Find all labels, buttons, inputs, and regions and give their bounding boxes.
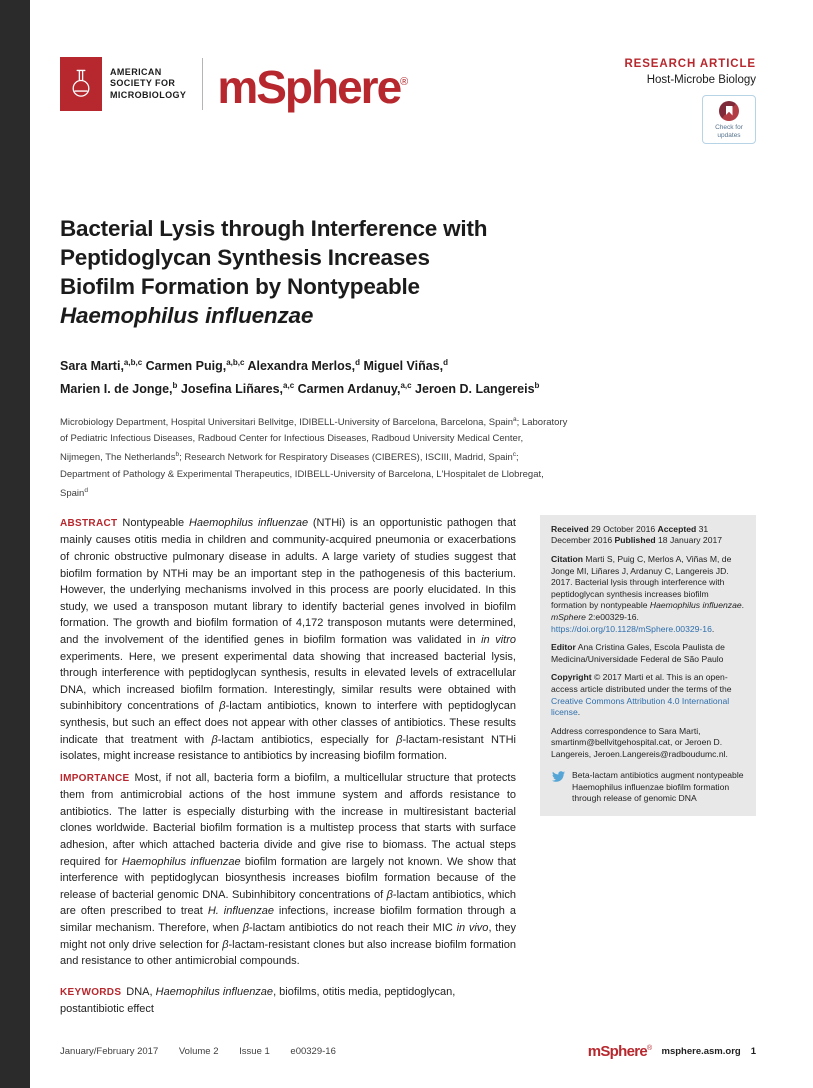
footer-site-link[interactable]: msphere.asm.org: [661, 1046, 741, 1057]
abstract-paragraph: [60, 515, 516, 765]
abstract-label: ABSTRACT: [60, 517, 118, 529]
article-history: Received 29 October 2016 Accepted 31 December 2016 Published 18 January 2017: [551, 523, 723, 546]
article-title: Bacterial Lysis through Interference with Peptidoglycan Synthesis Increases Biofilm Formation by Nontypeable Haemophilus influenzae: [60, 216, 488, 328]
abstract-text: Nontypeable Haemophilus influenzae (NTHi) is an opportunistic pathogen that mainly causes otitis media in children and community-acquired pneumonia or exacerbations of chronic obstructive pulmonary disease in adults. A large variety of studies suggest that biofilm formation by NTHi may be an important step in the pathogenesis of this bacterium. However, the underlying mechanisms involved in this process are poorly elucidated. In this study, we used a transposon mutant library to identify bacterial genes involved in biofilm formation. The growth and biofilm formation of 4,172 transposon mutants were determined, and the involvement of the identified genes in biofilm formation was validated in in vitro experiments. Here, we present experimental data showing that increased bacterial lysis, through interference with peptidoglycan synthesis, results in elevated levels of extracellular DNA, which increased biofilm formation. Interestingly, similar results were obtained with subinhibitory concentrations of β-lactam antibiotics, known to interfere with peptidoglycan synthesis, but such an effect does not appear with other classes of antibiotics. These results indicate that treatment with β-lactam antibiotics, especially for β-lactam-resistant NTHi isolates, might increase resistance to antibiotics by increasing biofilm formation.: [60, 516, 516, 763]
author-list: Sara Marti,$^{a,b,c}$ Carmen Puig,$^{a,b,c}$ Alexandra Merlos,$^d$ Miguel Viñas,$^d$ Marien I. de Jonge,$^b$ Josefina Liñares,$^{a,c}$ Carmen Ardanuy,$^{a,c}$ Jeroen D. Langereis$^b$: [60, 358, 540, 397]
keywords-text: DNA, Haemophilus influenzae, biofilms, otitis media, peptidoglycan, postantibiotic effect: [60, 985, 456, 1016]
brand-row: [60, 57, 408, 111]
importance-paragraph: [60, 770, 516, 970]
importance-text: Most, if not all, bacteria form a biofilm, a multicellular structure that protects them from antimicrobial actions of the host immune system and affords resistance to antibiotics. The latter is especially disturbing with the increase in multiresistant bacterial clones worldwide. Bacterial biofilm formation is a multistep process that starts with surface adhesion, after which attached bacteria divide and give rise to biomass. The actual steps required for Haemophilus influenzae biofilm formation are largely not known. We show that interference with peptidoglycan biosynthesis increases biofilm formation because of the release of bacterial genomic DNA. Subinhibitory concentrations of β-lactam antibiotics, which are often prescribed to treat H. influenzae infections, increase biofilm formation through a similar mechanism. Therefore, when β-lactam antibiotics do not reach their MIC in vivo, they might not only drive selection for β-lactam-resistant clones but also increase biofilm formation and resistance to other antimicrobial compounds.: [60, 771, 516, 968]
keywords-label: KEYWORDS: [60, 986, 122, 998]
asm-logo: [60, 57, 186, 111]
footer-issue: Issue 1: [239, 1046, 270, 1057]
footer-msphere-logo-text: mSphere: [587, 1043, 648, 1060]
keywords-paragraph: [60, 984, 516, 1018]
asm-wordmark: [110, 67, 186, 102]
brand-divider: [202, 58, 203, 110]
asm-wordmark-line: MICROBIOLOGY: [110, 89, 187, 100]
masthead-right: [624, 57, 756, 144]
asm-flask-icon: [60, 57, 102, 111]
citation: Citation Marti S, Puig C, Merlos A, Viñas M, de Jonge MI, Liñares J, Ardanuy C, Langereis JD. 2017. Bacterial lysis through interference with peptidoglycan synthesis increases biofilm formation by nontypeable Haemophilus influenzae. mSphere 2:e00329-16. https://doi.org/10.1128/mSphere.00329-16.: [551, 553, 745, 634]
doi-link[interactable]: https://doi.org/10.1128/mSphere.00329-16: [551, 623, 712, 634]
cc-license-link[interactable]: Creative Commons Attribution 4.0 International license: [551, 695, 730, 718]
footer-page-number: 1: [750, 1046, 756, 1057]
footer-right: [588, 1043, 756, 1060]
asm-wordmark-line: SOCIETY FOR: [110, 78, 176, 89]
crossmark-label-line: Check for: [715, 124, 743, 131]
bookmark-icon: [726, 106, 733, 116]
correspondence: Address correspondence to Sara Marti, smartinm@bellvitgehospital.cat, or Jeroen D. Langereis, Jeroen.Langereis@radboudumc.nl.: [551, 725, 728, 759]
msphere-logo: [217, 58, 408, 111]
tweet-text: Beta-lactam antibiotics augment nontypeable Haemophilus influenzae biofilm formation through release of genomic DNA: [572, 770, 744, 804]
copyright: Copyright © 2017 Marti et al. This is an open-access article distributed under the terms of the Creative Commons Attribution 4.0 International license.: [551, 672, 732, 718]
article-info-panel: [540, 515, 756, 817]
article-body: [60, 515, 516, 1023]
asm-wordmark-line: AMERICAN: [110, 66, 162, 77]
article-type-label: RESEARCH ARTICLE: [624, 58, 756, 70]
page-content: [60, 0, 756, 1088]
footer-volume: Volume 2: [178, 1046, 219, 1057]
footer: [60, 1043, 756, 1060]
article-columns: [60, 515, 756, 1023]
crossmark-label: [715, 124, 743, 139]
page-edge-bar: [0, 0, 30, 1088]
crossmark-badge[interactable]: [702, 95, 756, 144]
affiliations: Microbiology Department, Hospital Universitari Bellvitge, IDIBELL-University of Barcelona, Barcelona, Spain$^a$; Laboratory of Pediatric Infectious Diseases, Radboud Center for Infectious Diseases, Radboud University Medical Center, Nijmegen, The Netherlands$^b$; Research Network for Respiratory Diseases (CIBERES), ISCIII, Madrid, Spain$^c$; Department of Pathology & Experimental Therapeutics, IDIBELL-University of Barcelona, L'Hospitalet de Llobregat, Spain$^d$: [60, 416, 568, 499]
footer-msphere-logo: [588, 1043, 652, 1060]
registered-mark: ®: [400, 75, 409, 88]
tweet-highlight: [551, 770, 745, 804]
importance-label: IMPORTANCE: [60, 772, 130, 784]
footer-issue-info: [60, 1046, 354, 1057]
crossmark-label-line: updates: [717, 131, 741, 139]
footer-registered-mark: ®: [647, 1045, 652, 1052]
twitter-icon[interactable]: [551, 770, 566, 783]
crossmark-icon: [719, 101, 739, 121]
footer-eid: e00329-16: [290, 1046, 336, 1057]
footer-issue-date: January/February 2017: [60, 1046, 159, 1057]
msphere-logo-text: mSphere: [217, 60, 401, 113]
masthead: [60, 0, 756, 144]
editor: Editor Ana Cristina Gales, Escola Paulista de Medicina/Universidade Federal de São Paulo: [551, 642, 725, 664]
article-section-label: Host-Microbe Biology: [646, 74, 756, 86]
